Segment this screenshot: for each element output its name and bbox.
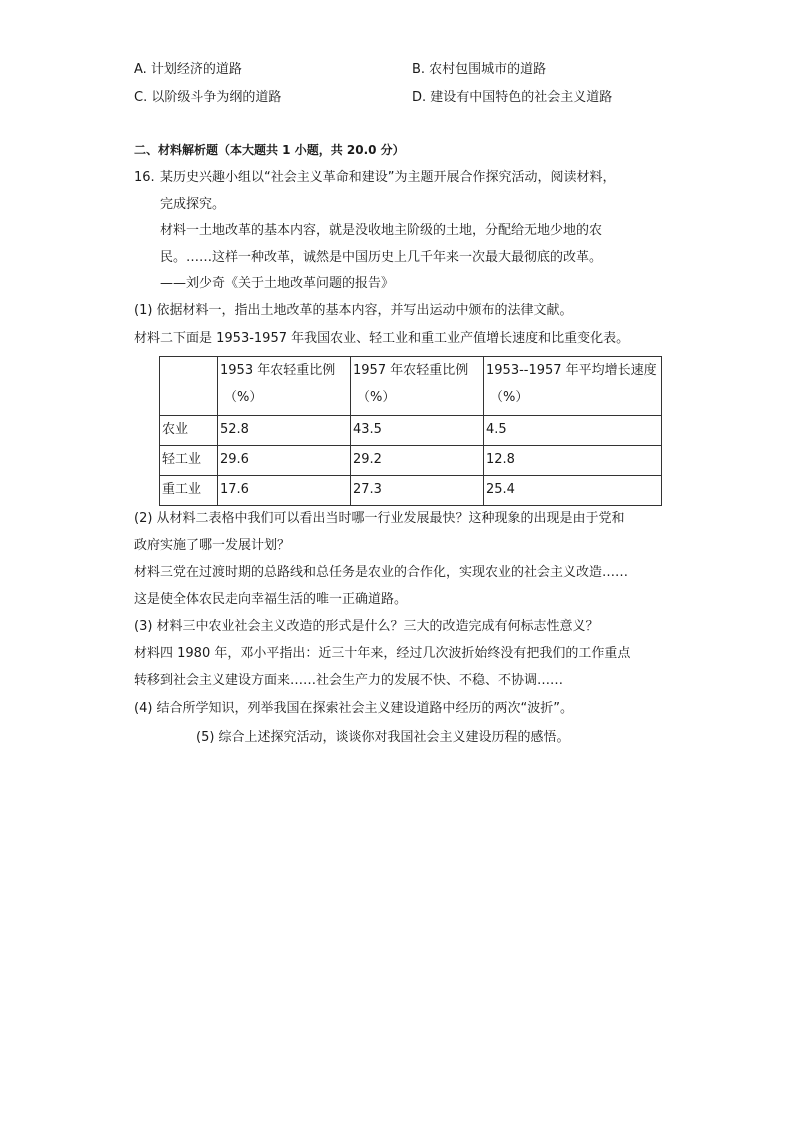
question-3: (3) 材料三中农业社会主义改造的形式是什么？三大的改造完成有何标志性意义？ <box>134 619 599 634</box>
table-header-cell <box>351 357 484 416</box>
table-header-cell <box>484 357 662 416</box>
cell-1953: 52.8 <box>218 416 351 446</box>
cell-growth: 25.4 <box>484 476 662 506</box>
cell-1957: 29.2 <box>351 446 484 476</box>
header-1957-ratio: 1957 年农轻重比例 <box>353 363 469 378</box>
question-2-line2: 政府实施了哪一发展计划？ <box>134 538 291 553</box>
material3-line2: 这是使全体农民走向幸福生活的唯一正确道路。 <box>134 592 408 607</box>
material3-line1: 材料三党在过渡时期的总路线和总任务是农业的合作化，实现农业的社会主义改造…… <box>134 565 629 580</box>
cell-1957: 43.5 <box>351 416 484 446</box>
table-header-row <box>160 357 662 416</box>
option-d: D. 建设有中国特色的社会主义道路 <box>412 90 613 105</box>
header-1957-unit: （%） <box>357 390 396 405</box>
header-growth-unit: （%） <box>490 390 529 405</box>
row-sector-heavy-industry: 重工业 <box>160 476 218 506</box>
production-table <box>159 356 662 506</box>
cell-growth: 12.8 <box>484 446 662 476</box>
section-title: 二、材料解析题（本大题共 1 小题，共 20.0 分） <box>134 143 405 157</box>
cell-growth: 4.5 <box>484 416 662 446</box>
question-1: (1) 依据材料一，指出土地改革的基本内容，并写出运动中颁布的法律文献。 <box>134 303 573 318</box>
material1-source: ——刘少奇《关于土地改革问题的报告》 <box>160 276 395 291</box>
question-2-line1: (2) 从材料二表格中我们可以看出当时哪一行业发展最快？这种现象的出现是由于党和 <box>134 511 625 526</box>
row-sector-light-industry: 轻工业 <box>160 446 218 476</box>
table-row <box>160 476 662 506</box>
cell-1953: 17.6 <box>218 476 351 506</box>
question-intro-line2: 完成探究。 <box>160 197 226 212</box>
question-intro-line1: 某历史兴趣小组以“社会主义革命和建设”为主题开展合作探究活动，阅读材料， <box>160 170 616 185</box>
question-number: 16. <box>134 170 155 185</box>
option-c: C. 以阶级斗争为纲的道路 <box>134 90 282 105</box>
cell-1953: 29.6 <box>218 446 351 476</box>
table-header-cell <box>160 357 218 416</box>
table-header-cell <box>218 357 351 416</box>
table-row <box>160 416 662 446</box>
material2-intro: 材料二下面是 1953-1957 年我国农业、轻工业和重工业产值增长速度和比重变化表。 <box>134 331 630 346</box>
header-1953-unit: （%） <box>224 390 263 405</box>
option-a: A. 计划经济的道路 <box>134 62 242 77</box>
material1-line1: 材料一土地改革的基本内容，就是没收地主阶级的土地，分配给无地少地的农 <box>160 223 603 238</box>
option-b: B. 农村包围城市的道路 <box>412 62 547 77</box>
material1-line2: 民。……这样一种改革，诚然是中国历史上几千年来一次最大最彻底的改革。 <box>160 250 603 265</box>
cell-1957: 27.3 <box>351 476 484 506</box>
material4-line2: 转移到社会主义建设方面来……社会生产力的发展不快、不稳、不协调…… <box>134 673 564 688</box>
material4-line1: 材料四 1980 年，邓小平指出：近三十年来，经过几次波折始终没有把我们的工作重点 <box>134 646 631 661</box>
question-5: (5) 综合上述探究活动，谈谈你对我国社会主义建设历程的感悟。 <box>196 730 570 745</box>
row-sector-agriculture: 农业 <box>160 416 218 446</box>
question-4: (4) 结合所学知识，列举我国在探索社会主义建设道路中经历的两次“波折”。 <box>134 701 574 716</box>
table-row <box>160 446 662 476</box>
header-growth-rate: 1953--1957 年平均增长速度 <box>486 363 657 378</box>
header-1953-ratio: 1953 年农轻重比例 <box>220 363 336 378</box>
